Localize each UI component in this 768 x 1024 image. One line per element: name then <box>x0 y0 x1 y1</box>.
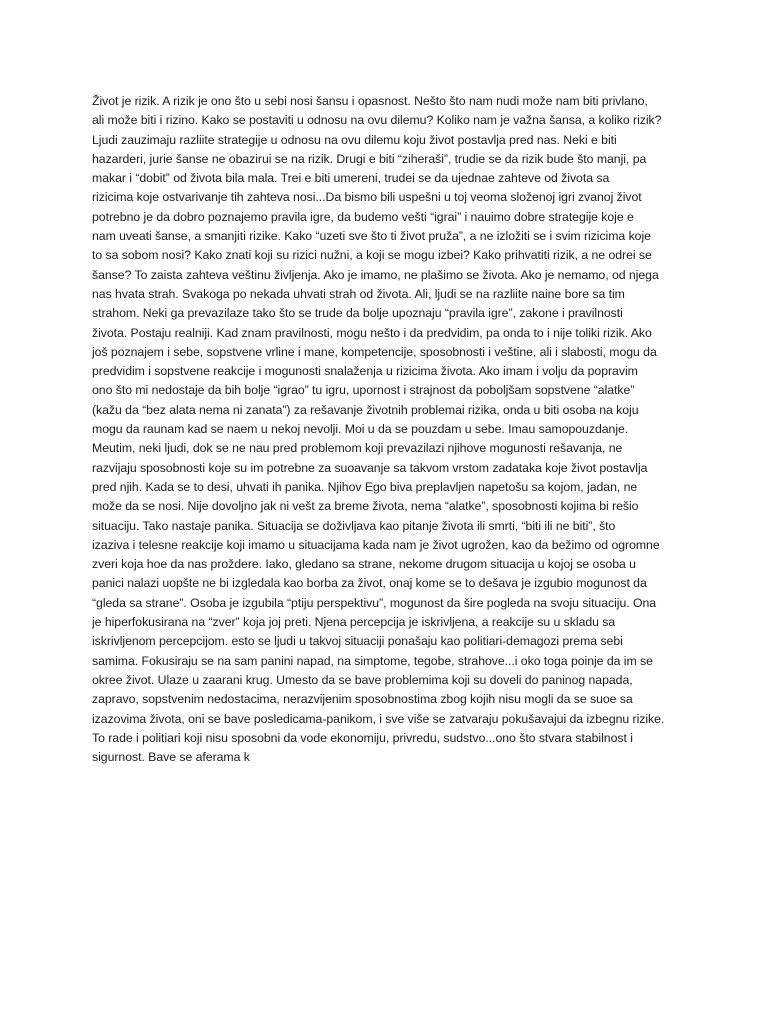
text-line: razvijaju sposobnosti koje su im potrebne za suoavanje sa takvom vrstom zadataka koje život postavlja <box>92 460 648 475</box>
text-line: može da se nosi. Nije dovoljno jak ni vešt za breme života, nema “alatke”, sposobnosti kojima bi rešio <box>92 499 639 514</box>
text-line: hazarderi, jurie šanse ne obazirui se na rizik. Drugi e biti “ziheraši”, trudie se da rizik bude što manji, pa <box>92 151 647 166</box>
text-line: nas hvata strah. Svakoga po nekada uhvati strah od života. Ali, ljudi se na razliite naine bore sa tim <box>92 286 625 301</box>
text-line: nam uveati šanse, a smanjiti rizike. Kako “uzeti sve što ti život pruža”, a ne izložiti se i svim rizicima koje <box>92 229 651 244</box>
text-line: pred njih. Kada se to desi, uhvati ih panika. Njihov Ego biva preplavljen napetošu sa kojom, jadan, ne <box>92 479 638 494</box>
text-line: samima. Fokusiraju se na sam panini napad, na simptome, tegobe, strahove...i oko toga poinje da im se <box>92 653 653 668</box>
text-line: života. Postaju realniji. Kad znam pravilnosti, mogu nešto i da predvidim, pa onda to i nije toliki rizik. Ako <box>92 325 652 340</box>
body-text <box>92 92 682 767</box>
text-line: sigurnost. Bave se aferama k <box>92 750 250 765</box>
text-line: izazovima života, oni se bave posledicama-panikom, i sve više se zatvaraju pokušavajui da izbegnu rizike. <box>92 711 665 726</box>
text-line: okree život. Ulaze u zaarani krug. Umesto da se bave problemima koji su doveli do paninog napada, <box>92 672 633 687</box>
text-line: potrebno je da dobro poznajemo pravila igre, da budemo vešti “igrai” i nauimo dobre strategije koje e <box>92 209 634 224</box>
text-line: makar i “dobit” od života bila mala. Trei e biti umereni, trudei se da ujednae zahteve od života sa <box>92 171 610 186</box>
text-line: izaziva i telesne reakcije koji imamo u situacijama kada nam je život ugrožen, kao da bežimo od ogromne <box>92 537 660 552</box>
text-line: još poznajem i sebe, sopstvene vrline i mane, kompetencije, sposobnosti i veštine, ali i slabosti, mogu da <box>92 344 657 359</box>
text-line: Meutim, neki ljudi, dok se ne nau pred problemom koji prevazilazi njihove mogunosti rešavanja, ne <box>92 441 623 456</box>
text-line: strahom. Neki ga prevazilaze tako što se trude da bolje upoznaju “pravila igre”, zakone i pravilnosti <box>92 306 623 321</box>
text-line: to sa sobom nosi? Kako znati koji su rizici nužni, a koji se mogu izbei? Kako prihvatiti rizik, a ne odrei se <box>92 248 652 263</box>
text-line: zveri koja hoe da nas proždere. Iako, gledano sa strane, nekome drugom situacija u kojoj se osoba u <box>92 557 636 572</box>
text-line: rizicima koje ostvarivanje tih zahteva nosi...Da bismo bili uspešni u toj veoma složenoj igri zvanoj život <box>92 190 642 205</box>
text-line: ali može biti i rizino. Kako se postaviti u odnosu na ovu dilemu? Koliko nam je važna šansa, a koliko rizik? <box>92 113 662 128</box>
text-line: je hiperfokusirana na “zver” koja joj preti. Njena percepcija je iskrivljena, a reakcije su u skladu sa <box>92 615 616 630</box>
text-line: mogu da raunam kad se naem u nekoj nevolji. Moi u da se pouzdam u sebe. Imau samopouzdanje. <box>92 422 629 437</box>
text-line: Ljudi zauzimaju razliite strategije u odnosu na ovu dilemu koju život postavlja pred nas. Neki e biti <box>92 132 617 147</box>
text-line: panici nalazi uopšte ne bi izgledala kao borba za život, onaj kome se to dešava je izgubio mogunost da <box>92 576 647 591</box>
text-line: iskrivljenom percepcijom. esto se ljudi u takvoj situaciji ponašaju kao politiari-demagozi prema sebi <box>92 634 623 649</box>
text-line: ono što mi nedostaje da bih bolje “igrao” tu igru, upornost i strajnost da poboljšam sopstvene “alatke” <box>92 383 635 398</box>
text-line: zapravo, sopstvenim nedostacima, nerazvijenim sposobnostima zbog kojih nisu mogli da se suoe sa <box>92 692 633 707</box>
text-line: Život je rizik. A rizik je ono što u sebi nosi šansu i opasnost. Nešto što nam nudi može nam biti privlano, <box>92 94 648 108</box>
text-line: predvidim i sopstvene reakcije i mogunosti snalaženja u rizicima života. Ako imam i volju da popravim <box>92 364 638 379</box>
text-line: To rade i politiari koji nisu sposobni da vode ekonomiju, privredu, sudstvo...ono što stvara stabilnost i <box>92 730 633 745</box>
text-line: šanse? To zaista zahteva veštinu življenja. Ako je imamo, ne plašimo se života. Ako je nemamo, od njega <box>92 267 659 282</box>
text-line: (kažu da “bez alata nema ni zanata”) za rešavanje životnih problemai rizika, onda u biti osoba na koju <box>92 402 639 417</box>
text-line: situaciju. Tako nastaje panika. Situacija se doživljava kao pitanje života ili smrti, “biti ili ne biti”, što <box>92 518 616 533</box>
text-line: “gleda sa strane”. Osoba je izgubila “ptiju perspektivu”, mogunost da šire pogleda na svoju situaciju. Ona <box>92 595 657 610</box>
